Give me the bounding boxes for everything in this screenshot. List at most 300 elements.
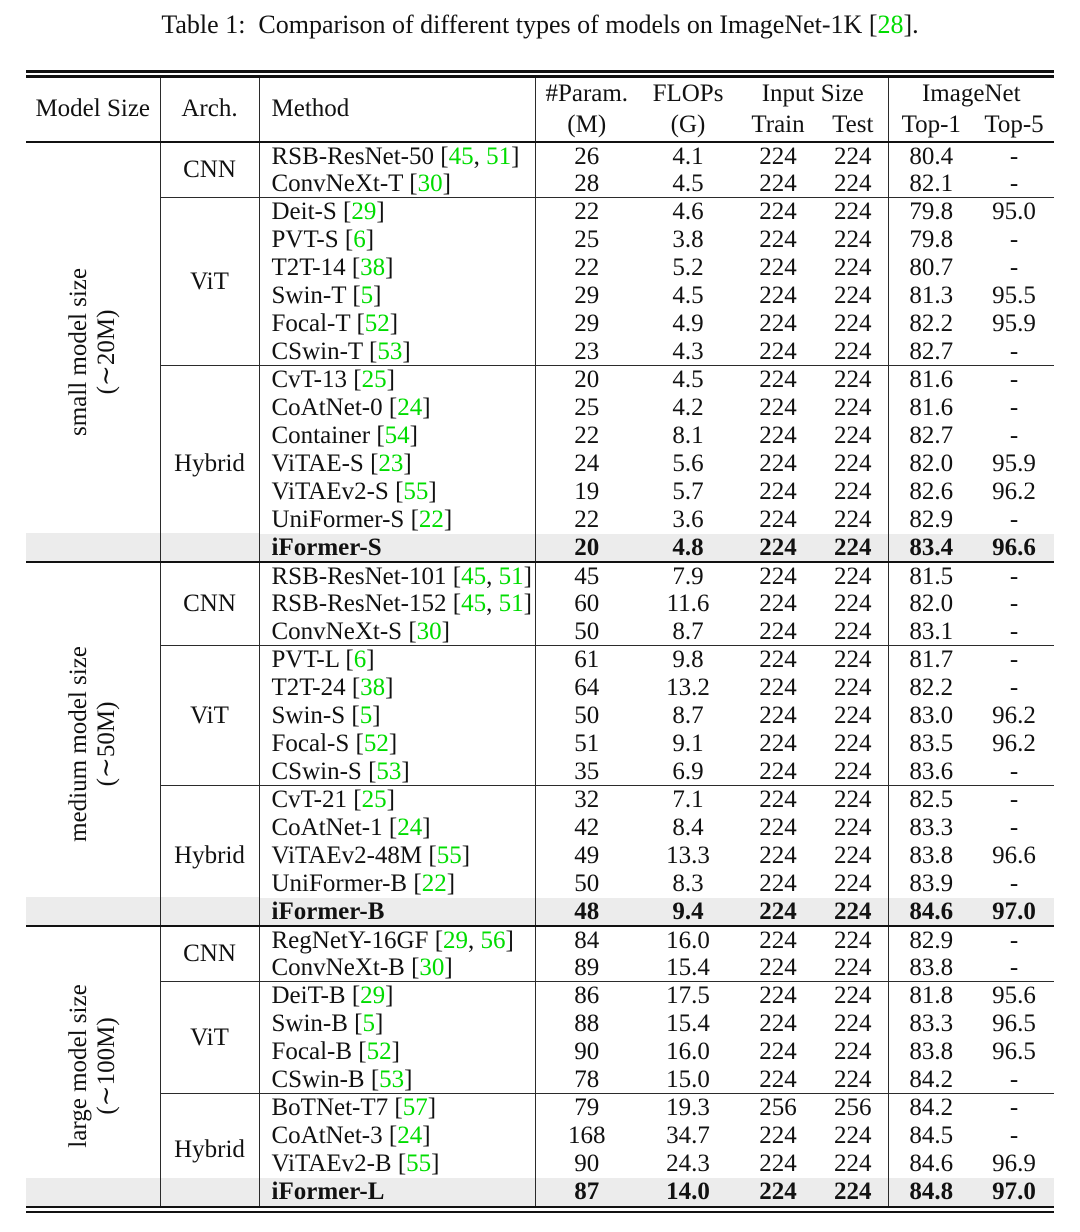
model-size-label (65, 646, 121, 842)
test-size-cell: 224 (818, 310, 888, 338)
top5-cell: - (974, 926, 1054, 954)
method-name: ViTAEv2-48M (271, 842, 423, 869)
top1-cell: 83.4 (888, 534, 974, 562)
citation-link[interactable]: 52 (366, 1038, 392, 1065)
table-body (26, 142, 1054, 1206)
top5-cell: - (1009, 337, 1019, 365)
method-cell: PVT-L [6] (259, 646, 535, 674)
arch-text: CNN (183, 940, 236, 968)
citation-link[interactable]: 53 (377, 337, 403, 365)
method-cell: ViTAEv2-S [55] (259, 478, 535, 506)
test-size-cell: 224 (818, 562, 888, 590)
flops-cell: 5.7 (672, 478, 704, 505)
method-cell: CoAtNet-3 [24] (259, 1122, 535, 1150)
top5-cell: 95.5 (992, 282, 1036, 309)
method-cell: CSwin-S [53] (259, 758, 535, 786)
train-size-cell: 224 (759, 337, 797, 365)
citation-link[interactable]: 5 (362, 1010, 375, 1037)
top1-cell: 83.8 (909, 1038, 954, 1065)
flops-cell: 6.9 (672, 757, 704, 785)
top5-cell: - (1009, 254, 1019, 281)
method-name: Swin-B (271, 1010, 348, 1037)
citation-link[interactable]: 5 (359, 702, 373, 729)
citation-link[interactable]: 30 (416, 617, 442, 645)
top5-cell: - (1009, 1065, 1019, 1093)
citation-link[interactable]: 6 (353, 646, 367, 674)
method-cell (259, 898, 535, 926)
top5-cell: - (974, 786, 1054, 814)
params-cell: 87 (535, 1178, 638, 1206)
col-header-test: Test (818, 110, 888, 142)
test-size-cell: 224 (818, 226, 888, 254)
col-header-top1: Top-1 (888, 110, 974, 142)
method-cell: CoAtNet-0 [24] (259, 394, 535, 422)
citation-link[interactable]: 29 (351, 198, 377, 226)
top5-cell: 96.6 (992, 842, 1036, 869)
top5-cell: - (1009, 1122, 1019, 1149)
flops-cell: 9.8 (638, 646, 738, 674)
params-cell: 64 (574, 674, 600, 701)
top5-cell: 96.9 (992, 1150, 1036, 1177)
top1-cell: 79.8 (909, 226, 954, 253)
top5-cell: - (1009, 757, 1019, 785)
params-cell: 20 (535, 534, 638, 562)
citation-link[interactable]: 45 (461, 562, 487, 590)
method-cell: CvT-21 [25] (259, 786, 535, 814)
method-cell: Swin-T [5] (259, 282, 535, 310)
col-header-imagenet: ImageNet (921, 79, 1021, 107)
method-cell: RSB-ResNet-101 [45, 51] (259, 562, 535, 590)
top1-cell: 84.6 (888, 898, 974, 926)
citation-link[interactable]: 25 (361, 366, 387, 394)
flops-cell: 15.4 (666, 953, 710, 981)
test-size-cell: 256 (818, 1094, 888, 1122)
method-cell: PVT-S [6] (259, 226, 535, 254)
params-cell: 79 (535, 1094, 638, 1122)
train-size-cell: 224 (759, 394, 797, 421)
flops-cell: 3.8 (672, 226, 704, 253)
citation-link[interactable]: 23 (378, 450, 404, 477)
top5-cell: - (1009, 814, 1019, 841)
method-cell: Focal-B [52] (259, 1038, 535, 1066)
train-size-cell: 224 (759, 169, 797, 197)
citation-link[interactable]: 53 (379, 1065, 405, 1093)
top5-cell: - (1009, 590, 1019, 617)
train-size-cell: 224 (738, 982, 818, 1010)
top1-cell: 80.7 (909, 254, 954, 281)
test-size-cell: 224 (818, 338, 888, 366)
citation-link[interactable]: 52 (364, 310, 390, 337)
flops-cell: 8.7 (672, 702, 704, 729)
train-size-cell: 224 (759, 842, 797, 869)
method-name: ViTAE-S (271, 450, 364, 477)
flops-cell: 34.7 (666, 1122, 710, 1149)
flops-cell: 8.4 (672, 814, 704, 841)
citation-link[interactable]: 22 (418, 506, 444, 533)
arch-text: ViT (190, 702, 229, 729)
test-size-cell: 224 (818, 618, 888, 646)
test-size-cell: 224 (818, 674, 888, 702)
citation-link[interactable]: 51 (486, 142, 512, 170)
top1-cell: 81.7 (888, 646, 974, 674)
table-row (26, 982, 1054, 1010)
params-cell: 22 (535, 198, 638, 226)
table-row (26, 926, 1054, 954)
top1-cell: 82.9 (888, 926, 974, 954)
method-cell: ConvNeXt-T [30] (259, 170, 535, 198)
table-row (26, 562, 1054, 590)
train-size-cell: 224 (759, 730, 797, 757)
test-size-cell: 224 (818, 898, 888, 926)
test-size-cell: 224 (818, 954, 888, 982)
method-cell: ViTAEv2-B [55] (259, 1150, 535, 1178)
arch-label (160, 982, 259, 1094)
top5-cell: 96.2 (992, 478, 1036, 505)
method-name: CoAtNet-1 (271, 814, 383, 841)
arch-text: CNN (183, 156, 236, 184)
method-cell (259, 1178, 535, 1206)
arch-text: ViT (190, 1024, 229, 1051)
caption-bracket-close: ]. (903, 10, 919, 39)
method-name: BoTNet-T7 (271, 1094, 389, 1122)
col-header-top5: Top-5 (974, 110, 1054, 142)
train-size-cell: 224 (759, 226, 797, 253)
method-cell: UniFormer-S [22] (259, 506, 535, 534)
citation-link[interactable]: 55 (406, 1150, 432, 1177)
test-size-cell: 224 (818, 702, 888, 730)
params-cell: 22 (574, 506, 600, 533)
test-size-cell: 224 (818, 1150, 888, 1178)
top1-cell: 83.3 (909, 814, 954, 841)
params-cell: 25 (574, 226, 600, 253)
top1-cell: 83.6 (909, 757, 954, 785)
method-cell: T2T-14 [38] (259, 254, 535, 282)
table-row (26, 142, 1054, 170)
test-size-cell: 224 (818, 758, 888, 786)
top5-cell: 95.6 (974, 982, 1054, 1010)
model-size-cell (26, 926, 160, 1206)
citation-link[interactable]: 22 (421, 870, 447, 897)
citation-link[interactable]: 24 (397, 394, 423, 421)
col-header-method: Method (259, 78, 535, 142)
top1-cell: 83.9 (909, 870, 954, 897)
citation-link[interactable]: 45 (448, 142, 474, 170)
method-cell: Swin-S [5] (259, 702, 535, 730)
method-cell: CSwin-B [53] (259, 1066, 535, 1094)
model-size-cell (26, 142, 160, 562)
method-name: iFormer-S (271, 533, 382, 561)
method-cell: T2T-24 [38] (259, 674, 535, 702)
test-size-cell: 224 (818, 842, 888, 870)
citation-link[interactable]: 45 (461, 590, 487, 617)
test-size-cell: 224 (818, 1038, 888, 1066)
params-cell: 22 (574, 422, 600, 449)
caption-text: Comparison of different types of models on ImageNet-1K (258, 10, 863, 39)
params-cell: 84 (535, 926, 638, 954)
top1-cell: 83.8 (909, 842, 954, 869)
flops-cell: 4.3 (672, 337, 704, 365)
model-size-line2: (∼100M) (92, 1017, 120, 1115)
test-size-cell: 224 (818, 198, 888, 226)
method-cell: Container [54] (259, 422, 535, 450)
top1-cell: 83.5 (909, 730, 954, 757)
params-cell: 51 (574, 730, 600, 757)
params-cell: 168 (568, 1122, 606, 1149)
top1-cell: 84.6 (909, 1150, 954, 1177)
caption-citation-link[interactable]: 28 (877, 10, 904, 39)
train-size-cell: 224 (738, 534, 818, 562)
train-size-cell: 224 (759, 617, 797, 645)
top5-cell: - (1009, 226, 1019, 253)
model-size-label (65, 267, 121, 435)
arch-text: Hybrid (174, 841, 245, 869)
test-size-cell: 224 (818, 478, 888, 506)
citation-link[interactable]: 57 (402, 1094, 428, 1122)
flops-cell: 4.5 (672, 282, 704, 309)
test-size-cell: 224 (818, 786, 888, 814)
citation-link[interactable]: 53 (376, 757, 402, 785)
params-cell: 24 (574, 450, 600, 477)
method-name: UniFormer-B (271, 870, 408, 897)
method-name: Focal-S (271, 730, 350, 757)
model-size-line1: large model size (64, 984, 92, 1148)
flops-cell: 13.2 (666, 674, 710, 701)
flops-cell: 14.0 (638, 1178, 738, 1206)
top1-cell: 79.8 (888, 198, 974, 226)
citation-link[interactable]: 29 (360, 982, 386, 1010)
method-name: UniFormer-S (271, 506, 405, 533)
top5-cell: 97.0 (974, 1178, 1054, 1206)
caption-label: Table 1: (161, 10, 246, 39)
method-cell: DeiT-B [29] (259, 982, 535, 1010)
top5-cell: - (1009, 674, 1019, 701)
flops-cell: 7.9 (638, 562, 738, 590)
train-size-cell: 224 (759, 450, 797, 477)
params-cell: 50 (574, 702, 600, 729)
train-size-cell: 224 (759, 1065, 797, 1093)
citation-link[interactable]: 38 (360, 254, 386, 281)
method-cell: RegNetY-16GF [29, 56] (259, 926, 535, 954)
top5-cell: - (974, 1094, 1054, 1122)
citation-link[interactable]: 29 (443, 926, 469, 954)
flops-cell: 4.1 (638, 142, 738, 170)
flops-cell: 17.5 (638, 982, 738, 1010)
test-size-cell: 224 (818, 366, 888, 394)
method-name: CoAtNet-0 (271, 394, 383, 421)
flops-cell: 4.5 (638, 366, 738, 394)
method-cell: BoTNet-T7 [57] (259, 1094, 535, 1122)
arch-label (160, 1094, 259, 1206)
citation-link[interactable]: 51 (498, 590, 524, 617)
comparison-table (26, 78, 1054, 1206)
citation-link[interactable]: 24 (397, 814, 423, 841)
flops-cell: 4.9 (672, 310, 704, 337)
test-size-cell: 224 (818, 870, 888, 898)
flops-cell: 16.0 (638, 926, 738, 954)
method-cell: Swin-B [5] (259, 1010, 535, 1038)
top1-cell: 82.5 (888, 786, 974, 814)
method-name: PVT-S (271, 226, 339, 253)
method-cell: ConvNeXt-S [30] (259, 618, 535, 646)
params-cell: 60 (574, 590, 600, 617)
params-cell: 19 (574, 478, 600, 505)
citation-link[interactable]: 51 (498, 562, 524, 590)
model-size-line2: (∼50M) (92, 701, 120, 786)
citation-link[interactable]: 25 (361, 786, 387, 814)
flops-cell: 4.8 (638, 534, 738, 562)
train-size-cell: 224 (759, 953, 797, 981)
flops-cell: 13.3 (666, 842, 710, 869)
top1-cell: 83.8 (909, 953, 954, 981)
top1-cell: 82.1 (909, 169, 954, 197)
params-cell: 89 (574, 953, 600, 981)
method-name: RSB-ResNet-50 (271, 142, 434, 170)
test-size-cell: 224 (818, 730, 888, 758)
col-header-flops: FLOPs (652, 79, 724, 107)
arch-label (160, 366, 259, 562)
top1-cell: 81.6 (888, 366, 974, 394)
test-size-cell: 224 (818, 282, 888, 310)
top1-cell: 81.8 (888, 982, 974, 1010)
table-caption (0, 0, 1080, 40)
params-cell: 42 (574, 814, 600, 841)
params-cell: 86 (535, 982, 638, 1010)
test-size-cell: 224 (818, 1122, 888, 1150)
method-name: Deit-S (271, 198, 337, 226)
test-size-cell: 224 (818, 1066, 888, 1094)
params-cell: 50 (574, 870, 600, 897)
arch-text: CNN (183, 590, 236, 618)
params-cell: 45 (535, 562, 638, 590)
test-size-cell: 224 (818, 170, 888, 198)
method-name: CSwin-B (271, 1065, 365, 1093)
flops-cell: 15.4 (666, 1010, 710, 1037)
bottom-rule (26, 1206, 1054, 1214)
method-name: RSB-ResNet-152 (271, 590, 447, 617)
results-table (26, 70, 1054, 1213)
top5-cell: - (1009, 617, 1019, 645)
params-cell: 29 (574, 310, 600, 337)
citation-link[interactable]: 54 (384, 422, 410, 449)
citation-link[interactable]: 55 (436, 842, 462, 869)
table-header (26, 78, 1054, 142)
citation-link[interactable]: 56 (480, 926, 506, 954)
flops-cell: 4.5 (672, 169, 704, 197)
test-size-cell: 224 (818, 506, 888, 534)
test-size-cell: 224 (818, 1010, 888, 1038)
col-header-model-size: Model Size (26, 78, 160, 142)
top5-cell: 95.0 (974, 198, 1054, 226)
method-name: RSB-ResNet-101 (271, 562, 447, 590)
citation-link[interactable]: 24 (397, 1122, 423, 1149)
top5-cell: - (1009, 506, 1019, 533)
top1-cell: 82.7 (909, 337, 954, 365)
params-cell: 20 (535, 366, 638, 394)
method-name: PVT-L (271, 646, 340, 674)
method-name: CSwin-S (271, 757, 362, 785)
flops-cell: 8.1 (672, 422, 704, 449)
train-size-cell: 224 (759, 422, 797, 449)
model-size-line1: small model size (64, 267, 92, 436)
params-cell: 29 (574, 282, 600, 309)
top1-cell: 80.4 (888, 142, 974, 170)
method-cell: CSwin-T [53] (259, 338, 535, 366)
params-cell: 78 (574, 1065, 600, 1093)
citation-link[interactable]: 5 (360, 282, 374, 309)
method-name: ConvNeXt-T (271, 169, 403, 197)
col-header-params: #Param. (545, 79, 629, 107)
top5-cell: - (1009, 394, 1019, 421)
top1-cell: 81.5 (888, 562, 974, 590)
flops-cell: 16.0 (666, 1038, 710, 1065)
method-name: CvT-21 (271, 786, 347, 814)
citation-link[interactable]: 6 (353, 226, 366, 253)
top1-cell: 81.3 (909, 282, 954, 309)
method-cell: ViTAE-S [23] (259, 450, 535, 478)
train-size-cell: 224 (759, 310, 797, 337)
method-name: T2T-24 (271, 674, 346, 701)
arch-label (160, 198, 259, 366)
test-size-cell: 224 (818, 394, 888, 422)
train-size-cell: 224 (738, 646, 818, 674)
test-size-cell: 224 (818, 142, 888, 170)
top1-cell: 82.0 (909, 450, 954, 477)
top5-cell: 96.5 (992, 1010, 1036, 1037)
method-name: RegNetY-16GF (271, 926, 429, 954)
flops-cell: 5.2 (672, 254, 704, 281)
train-size-cell: 224 (738, 1178, 818, 1206)
top5-cell: 95.9 (992, 310, 1036, 337)
table-row (26, 366, 1054, 394)
arch-text: ViT (190, 268, 229, 295)
top1-cell: 81.6 (909, 394, 954, 421)
arch-label (160, 926, 259, 982)
arch-label (160, 142, 259, 198)
train-size-cell: 256 (738, 1094, 818, 1122)
table-row (26, 1094, 1054, 1122)
arch-label (160, 562, 259, 646)
flops-cell: 15.0 (666, 1065, 710, 1093)
train-size-cell: 224 (759, 1122, 797, 1149)
method-name: iFormer-B (271, 897, 385, 925)
test-size-cell: 224 (818, 982, 888, 1010)
citation-link[interactable]: 55 (403, 478, 429, 505)
params-cell: 23 (574, 337, 600, 365)
method-cell: Deit-S [29] (259, 198, 535, 226)
flops-cell: 3.6 (672, 506, 704, 533)
col-header-flops-unit: (G) (638, 110, 738, 142)
citation-link[interactable]: 30 (417, 169, 443, 197)
params-cell: 26 (535, 142, 638, 170)
top5-cell: 96.2 (992, 702, 1036, 729)
train-size-cell: 224 (738, 926, 818, 954)
top5-cell: 97.0 (974, 898, 1054, 926)
flops-cell: 9.1 (672, 730, 704, 757)
top1-cell: 84.5 (909, 1122, 954, 1149)
top1-cell: 82.2 (909, 674, 954, 701)
method-name: CSwin-T (271, 337, 363, 365)
method-cell: RSB-ResNet-152 [45, 51] (259, 590, 535, 618)
method-cell: ViTAEv2-48M [55] (259, 842, 535, 870)
citation-link[interactable]: 52 (363, 730, 389, 757)
method-cell: UniFormer-B [22] (259, 870, 535, 898)
citation-link[interactable]: 30 (419, 953, 445, 981)
top1-cell: 83.1 (909, 617, 954, 645)
citation-link[interactable]: 38 (360, 674, 386, 701)
method-name: Focal-B (271, 1038, 353, 1065)
col-header-params-unit: (M) (535, 110, 638, 142)
top1-cell: 83.0 (909, 702, 954, 729)
